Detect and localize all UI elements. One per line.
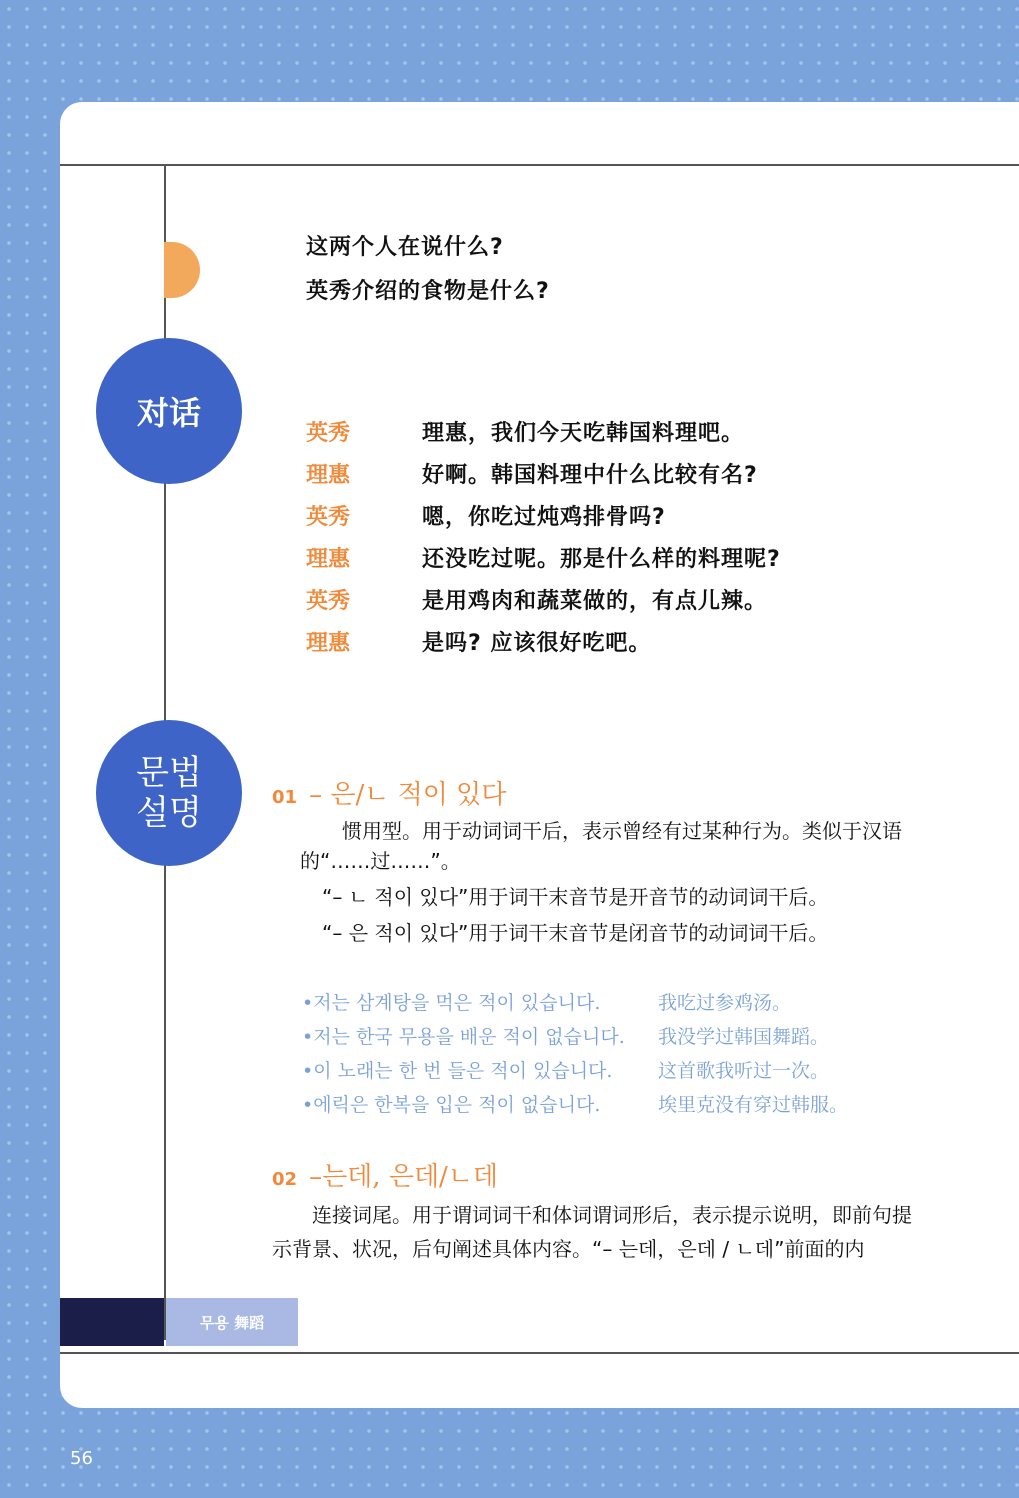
dialog-text: 是用鸡肉和蔬菜做的，有点儿辣。 xyxy=(422,589,768,614)
dialog-speaker: 理惠 xyxy=(306,631,351,656)
grammar-title: – 은/ㄴ 적이 있다 xyxy=(309,780,507,810)
footer-bar xyxy=(60,1298,164,1346)
grammar-badge-line2: 설명 xyxy=(136,793,202,833)
example-chinese: 我没学过韩国舞蹈。 xyxy=(658,1026,830,1048)
grammar-desc-line: 示背景、状况，后句阐述具体内容。“– 는데，은데 / ㄴ데”前面的内 xyxy=(272,1237,865,1261)
section-badge-dialog: 对话 xyxy=(96,338,242,484)
section-badge-grammar xyxy=(96,720,242,866)
grammar-rule: “– ㄴ 적이 있다”用于词干末音节是开音节的动词词干后。 xyxy=(322,885,829,909)
grammar-heading-2 xyxy=(272,1156,498,1193)
grammar-desc-line: 的“……过……”。 xyxy=(300,849,461,873)
example-chinese: 这首歌我听过一次。 xyxy=(658,1060,830,1082)
example-chinese: 我吃过参鸡汤。 xyxy=(658,992,792,1014)
dialog-speaker: 英秀 xyxy=(306,421,351,446)
dialog-text: 还没吃过呢。那是什么样的料理呢? xyxy=(422,547,781,572)
grammar-number: 01 xyxy=(272,787,298,808)
dialog-text: 嗯，你吃过炖鸡排骨吗? xyxy=(422,505,666,530)
top-divider xyxy=(60,164,1019,166)
grammar-desc-line: 连接词尾。用于谓词词干和体词谓词形后，表示提示说明，即前句提 xyxy=(312,1203,912,1227)
example-korean: •에릭은 한복을 입은 적이 없습니다. xyxy=(302,1094,601,1116)
page-sheet xyxy=(60,102,1019,1408)
dialog-text: 理惠，我们今天吃韩国料理吧。 xyxy=(422,421,745,446)
page-number: 56 xyxy=(70,1448,93,1469)
example-korean: •저는 삼계탕을 먹은 적이 있습니다. xyxy=(302,992,601,1014)
question-1: 这两个人在说什么? xyxy=(306,235,504,260)
grammar-number: 02 xyxy=(272,1169,298,1190)
dialog-text: 是吗? 应该很好吃吧。 xyxy=(422,631,652,656)
example-korean: •저는 한국 무용을 배운 적이 없습니다. xyxy=(302,1026,625,1048)
example-korean: •이 노래는 한 번 들은 적이 있습니다. xyxy=(302,1060,613,1082)
bottom-divider xyxy=(60,1352,1019,1354)
grammar-badge-line1: 문법 xyxy=(136,753,202,793)
dialog-speaker: 理惠 xyxy=(306,547,351,572)
dialog-text: 好啊。韩国料理中什么比较有名? xyxy=(422,463,758,488)
question-2: 英秀介绍的食物是什么? xyxy=(306,279,550,304)
footer-chapter-tab: 무용 舞蹈 xyxy=(166,1298,298,1346)
dialog-speaker: 理惠 xyxy=(306,463,351,488)
orange-marker xyxy=(164,242,200,298)
grammar-desc-line: 惯用型。用于动词词干后，表示曾经有过某种行为。类似于汉语 xyxy=(342,819,902,843)
grammar-heading-1 xyxy=(272,774,506,811)
dialog-speaker: 英秀 xyxy=(306,589,351,614)
grammar-title: –는데, 은데/ㄴ데 xyxy=(309,1162,499,1192)
dialog-speaker: 英秀 xyxy=(306,505,351,530)
grammar-rule: “– 은 적이 있다”用于词干末音节是闭音节的动词词干后。 xyxy=(322,921,829,945)
example-chinese: 埃里克没有穿过韩服。 xyxy=(658,1094,849,1116)
